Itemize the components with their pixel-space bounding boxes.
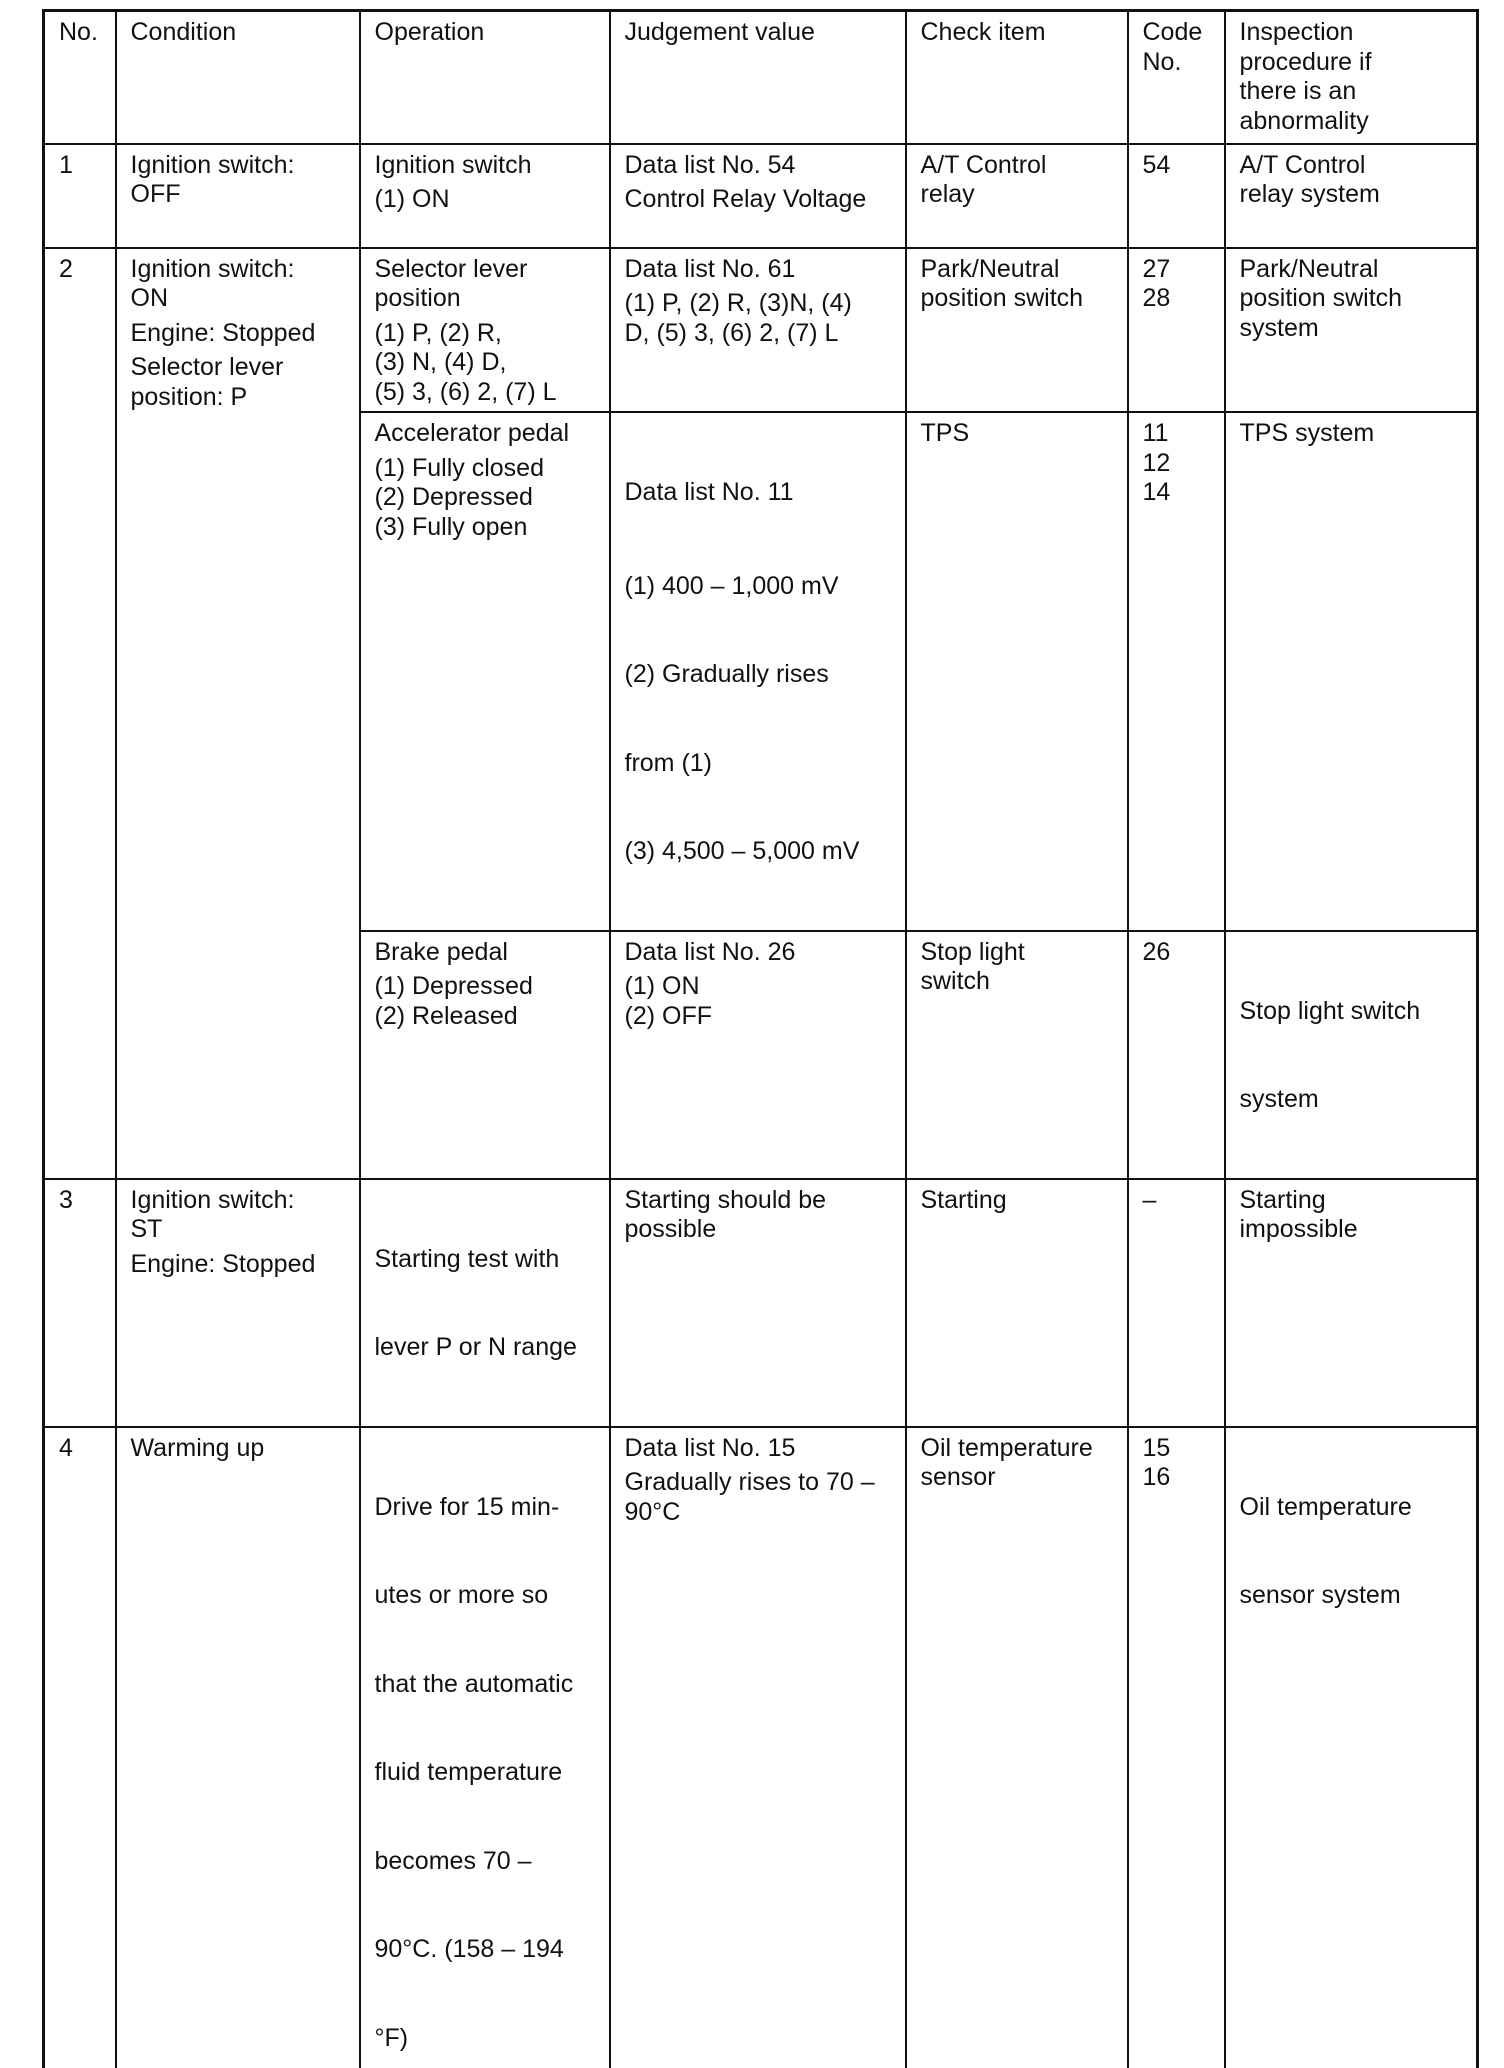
procedure-cell: Starting impossible bbox=[1225, 1179, 1478, 1427]
header-judgement: Judgement value bbox=[610, 11, 906, 144]
procedure-cell: Park/Neutral position switch system bbox=[1225, 248, 1478, 413]
check-item-cell: A/T Control relay bbox=[906, 144, 1128, 248]
judgement-cell: Data list No. 54 Control Relay Voltage bbox=[610, 144, 906, 248]
operation-cell: Brake pedal (1) Depressed (2) Released bbox=[360, 931, 610, 1179]
check-item-cell: Oil temperature sensor bbox=[906, 1427, 1128, 2068]
row-number: 3 bbox=[44, 1179, 116, 1427]
row-number: 2 bbox=[44, 248, 116, 1179]
header-procedure: Inspection procedure if there is an abnormality bbox=[1225, 11, 1478, 144]
operation-cell: Ignition switch (1) ON bbox=[360, 144, 610, 248]
procedure-cell: Stop light switch system bbox=[1225, 931, 1478, 1179]
code-cell: – bbox=[1128, 1179, 1225, 1427]
code-cell: 26 bbox=[1128, 931, 1225, 1179]
judgement-cell: Starting should be possible bbox=[610, 1179, 906, 1427]
code-cell: 27 28 bbox=[1128, 248, 1225, 413]
condition-cell: Ignition switch: ST Engine: Stopped bbox=[116, 1179, 360, 1427]
condition-cell: Ignition switch: OFF bbox=[116, 144, 360, 248]
procedure-cell: TPS system bbox=[1225, 412, 1478, 931]
header-condition: Condition bbox=[116, 11, 360, 144]
code-cell: 15 16 bbox=[1128, 1427, 1225, 2068]
header-operation: Operation bbox=[360, 11, 610, 144]
code-cell: 11 12 14 bbox=[1128, 412, 1225, 931]
header-row bbox=[44, 11, 1478, 144]
table-row bbox=[44, 144, 1478, 248]
table-row bbox=[44, 248, 1478, 413]
check-item-cell: Stop light switch bbox=[906, 931, 1128, 1179]
judgement-cell: Data list No. 15 Gradually rises to 70 – 90°C bbox=[610, 1427, 906, 2068]
header-code-no: Code No. bbox=[1128, 11, 1225, 144]
header-no: No. bbox=[44, 11, 116, 144]
inspection-table bbox=[42, 9, 1479, 2068]
header-check-item: Check item bbox=[906, 11, 1128, 144]
judgement-cell: Data list No. 26 (1) ON (2) OFF bbox=[610, 931, 906, 1179]
operation-cell: Selector lever position (1) P, (2) R, (3) N, (4) D, (5) 3, (6) 2, (7) L bbox=[360, 248, 610, 413]
row-number: 1 bbox=[44, 144, 116, 248]
check-item-cell: TPS bbox=[906, 412, 1128, 931]
procedure-cell: A/T Control relay system bbox=[1225, 144, 1478, 248]
operation-cell: Accelerator pedal (1) Fully closed (2) Depressed (3) Fully open bbox=[360, 412, 610, 931]
check-item-cell: Park/Neutral position switch bbox=[906, 248, 1128, 413]
condition-cell: Warming up bbox=[116, 1427, 360, 2068]
table-row bbox=[44, 1427, 1478, 2068]
procedure-cell: Oil temperature sensor system bbox=[1225, 1427, 1478, 2068]
check-item-cell: Starting bbox=[906, 1179, 1128, 1427]
operation-cell: Starting test with lever P or N range bbox=[360, 1179, 610, 1427]
operation-cell: Drive for 15 min- utes or more so that the automatic fluid temperature becomes 70 – 90°C. (158 – 194 °F) bbox=[360, 1427, 610, 2068]
judgement-cell: Data list No. 61 (1) P, (2) R, (3)N, (4) D, (5) 3, (6) 2, (7) L bbox=[610, 248, 906, 413]
judgement-cell: Data list No. 11 (1) 400 – 1,000 mV (2) Gradually rises from (1) (3) 4,500 – 5,000 mV bbox=[610, 412, 906, 931]
condition-cell: Ignition switch: ON Engine: Stopped Selector lever position: P bbox=[116, 248, 360, 1179]
code-cell: 54 bbox=[1128, 144, 1225, 248]
row-number: 4 bbox=[44, 1427, 116, 2068]
table-row bbox=[44, 1179, 1478, 1427]
